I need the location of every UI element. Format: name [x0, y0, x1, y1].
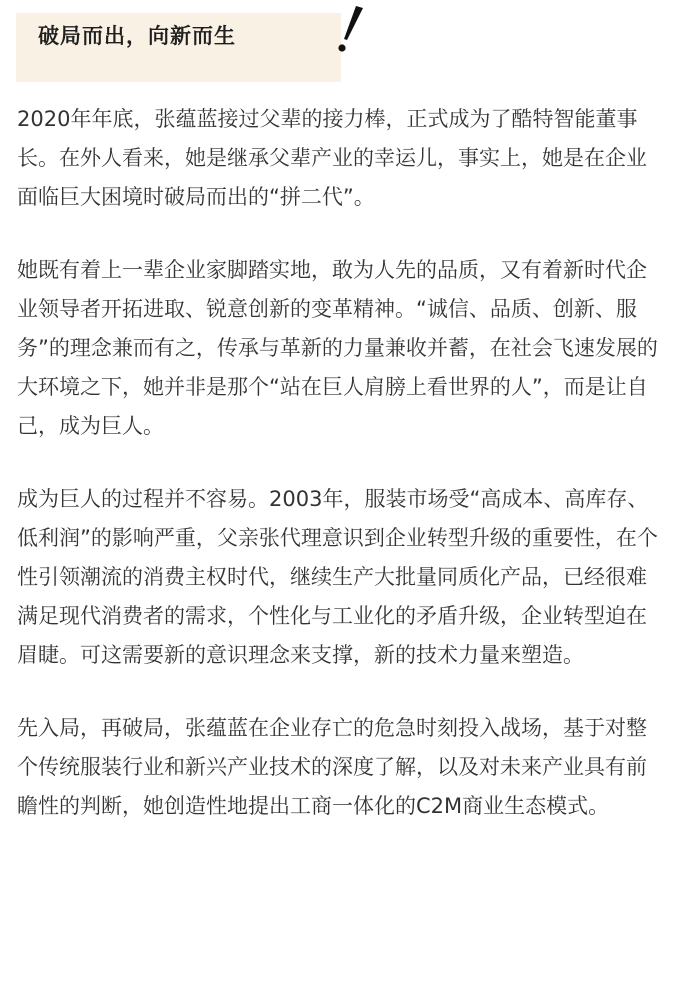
paragraph-4: 先入局，再破局，张蕴蓝在企业存亡的危急时刻投入战场，基于对整个传统服装行业和新兴产业技术的深度了解，以及对未来产业具有前瞻性的判断，她创造性地提出工商一体化的C2M商业生态模式。: [17, 715, 647, 819]
exclamation-mark-icon: [332, 3, 372, 59]
article-body: [17, 100, 662, 859]
paragraph-3: 成为巨人的过程并不容易。2003年，服装市场受“高成本、高库存、低利润”的影响严重，父亲张代理意识到企业转型升级的重要性，在个性引领潮流的消费主权时代，继续生产大批量同质化产品，已经很难满足现代消费者的需求，个性化与工业化的矛盾升级，企业转型迫在眉睫。可这需要新的意识理念来支撑，新的技术力量来塑造。: [17, 486, 658, 668]
paragraph-1: 2020年年底，张蕴蓝接过父辈的接力棒，正式成为了酷特智能董事长。在外人看来，她是继承父辈产业的幸运儿，事实上，她是在企业面临巨大困境时破局而出的“拼二代”。: [17, 107, 647, 210]
paragraph-2: 她既有着上一辈企业家脚踏实地，敢为人先的品质，又有着新时代企业领导者开拓进取、锐意创新的变革精神。“诚信、品质、创新、服务”的理念兼而有之，传承与革新的力量兼收并蓄，在社会飞速发展的大环境之下，她并非是那个“站在巨人肩膀上看世界的人”，而是让自己，成为巨人。: [17, 257, 658, 439]
section-title: 破局而出，向新而生: [38, 24, 236, 48]
